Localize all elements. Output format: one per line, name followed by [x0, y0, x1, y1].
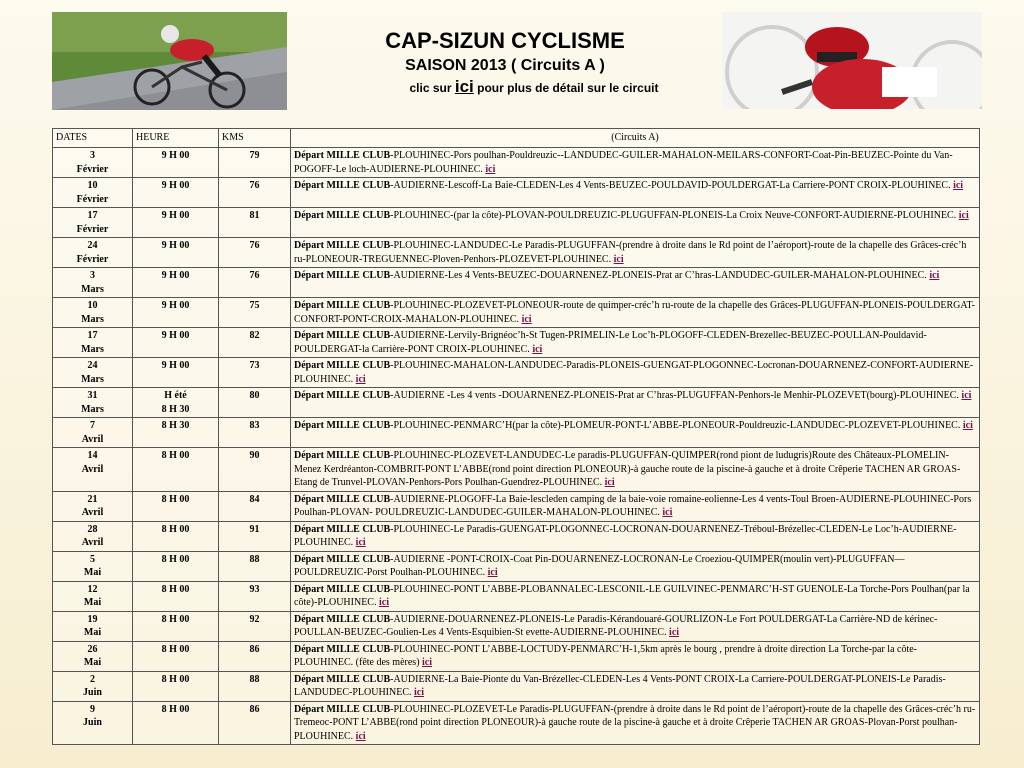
date-day: 10: [87, 300, 98, 311]
ici-link[interactable]: ici: [669, 627, 680, 638]
date-day: 2: [90, 673, 95, 685]
heure-cell: [133, 178, 219, 208]
date-cell: [53, 671, 133, 701]
heure-value: H été: [164, 390, 187, 401]
date-month: Juin: [83, 687, 102, 698]
route-text: -AUDIERNE-Lescoff-La Baie-CLEDEN-Les 4 Vents-BEUZEC-POULDAVID-POULDERGAT-La Carriere-PONT CROIX-PLOUHINEC.: [390, 180, 951, 191]
heure-cell: [133, 208, 219, 238]
heure-cell: [133, 388, 219, 418]
ici-link[interactable]: ici: [487, 567, 498, 578]
route-text: -AUDIERNE-Les 4 Vents-BEUZEC-DOUARNENEZ-PLONEIS-Prat ar C’hras-LANDUDEC-GUILER-MAHALON-PLOUHINEC.: [390, 270, 927, 281]
route-cell: [291, 208, 980, 238]
depart-label: Départ MILLE CLUB: [294, 270, 391, 281]
date-month: Mars: [81, 403, 104, 415]
ici-link[interactable]: ici: [613, 253, 624, 265]
heure-value: 8 H 00: [161, 643, 190, 655]
date-cell: [53, 551, 133, 581]
table-row: [53, 418, 980, 448]
date-month: Mars: [81, 343, 104, 355]
table-row: [53, 388, 980, 418]
col-header-heure: HEURE: [133, 129, 219, 148]
heure-value: 9 H 00: [161, 270, 190, 281]
page-header: [300, 28, 710, 97]
page-title: CAP-SIZUN CYCLISME: [385, 28, 625, 53]
depart-label: Départ MILLE CLUB: [294, 673, 391, 685]
heure-value: 8 H 00: [161, 673, 190, 685]
ici-link[interactable]: ici: [422, 657, 433, 668]
kms-cell: 80: [219, 388, 291, 418]
route-text: -PLOUHINEC-MAHALON-LANDUDEC-Paradis-PLONEIS-GUENGAT-PLOGONNEC-Locronan-DOUARNENEZ-CONFORT-AUDIERNE-PLOUHINEC.: [294, 360, 974, 385]
heure-value: 8 H 00: [161, 583, 190, 595]
heure-value: 8 H 00: [161, 493, 190, 505]
date-month: Mai: [83, 567, 102, 578]
kms-cell: 75: [219, 298, 291, 328]
depart-label: Départ MILLE CLUB: [294, 390, 391, 401]
ici-link[interactable]: ici: [662, 507, 673, 518]
date-day: 12: [87, 583, 98, 595]
date-month: Avril: [81, 463, 104, 475]
date-day: 24: [87, 240, 98, 251]
heure-cell: [133, 551, 219, 581]
heure-cell: [133, 611, 219, 641]
ici-link[interactable]: ici: [929, 270, 940, 281]
heure-cell: [133, 448, 219, 492]
date-month: Mars: [81, 283, 104, 295]
depart-label: Départ MILLE CLUB: [294, 420, 391, 431]
depart-label: Départ MILLE CLUB: [294, 523, 391, 535]
heure-cell: [133, 238, 219, 268]
ici-link[interactable]: ici: [355, 537, 366, 548]
date-month: Mars: [81, 313, 104, 325]
route-text: -AUDIERNE-PLOGOFF-La Baie-lescleden camping de la baie-voie romaine-eolienne-Les 4 vents-Toul Broen-AUDIERNE-PLOUHINEC-Pors Poulhan-PLOVAN- POULDREUZIC-LANDUDEC-GUILER-MAHALON-PLOUHINEC.: [294, 493, 972, 518]
ici-link[interactable]: ici: [961, 390, 972, 401]
date-month: Mai: [83, 627, 102, 638]
heure-cell: [133, 671, 219, 701]
heure-value-2: 8 H 30: [161, 403, 190, 415]
heure-value: 8 H 00: [161, 703, 190, 715]
table-row: [53, 641, 980, 671]
route-text: -PLOUHINEC-PONT L’ABBE-PLOBANNALEC-LESCONIL-LE GUILVINEC-PENMARC’H-ST GUENOLE-La Torche-Pors Poulhan(par la côte)-PLOUHINEC.: [294, 583, 970, 608]
table-row: [53, 491, 980, 521]
route-cell: [291, 178, 980, 208]
kms-cell: 92: [219, 611, 291, 641]
heure-cell: [133, 581, 219, 611]
table-row: [53, 238, 980, 268]
date-cell: [53, 448, 133, 492]
ici-link[interactable]: ici: [355, 373, 366, 385]
route-cell: [291, 298, 980, 328]
date-cell: [53, 388, 133, 418]
date-month: Mai: [83, 597, 102, 608]
detail-link-line: [300, 78, 710, 97]
table-row: [53, 358, 980, 388]
table-row: [53, 551, 980, 581]
heure-value: 8 H 00: [161, 523, 190, 535]
heure-cell: [133, 701, 219, 745]
route-text: -AUDIERNE-La Baie-Pionte du Van-Brézellec-CLEDEN-Les 4 Vents-PONT CROIX-La Carriere-POULDERGAT-PLONEIS-Le Paradis-LANDUDEC-PLOUHINEC.: [294, 673, 946, 698]
route-text: -PLOUHINEC-Pors poulhan-Pouldreuzic--LANDUDEC-GUILER-MAHALON-MEILARS-CONFORT-Coat-Pin-BEUZEC-Pointe du Van-POGOFF-Le loch-AUDIERNE-PLOUHINEC.: [294, 150, 953, 175]
date-day: 3: [90, 270, 95, 281]
heure-value: 9 H 00: [161, 360, 190, 371]
kms-cell: 76: [219, 178, 291, 208]
heure-value: 9 H 00: [161, 180, 190, 191]
route-cell: [291, 418, 980, 448]
date-cell: [53, 208, 133, 238]
kms-cell: 86: [219, 701, 291, 745]
table-header-row: [53, 129, 980, 148]
date-day: 28: [87, 523, 98, 535]
ici-link[interactable]: ici: [521, 313, 532, 325]
date-day: 24: [87, 360, 98, 371]
table-row: [53, 148, 980, 178]
date-day: 10: [87, 180, 98, 191]
date-day: 26: [87, 643, 98, 655]
route-text: -PLOUHINEC-PLOZEVET-PLONEOUR-route de quimper-créc’h ru-route de la chapelle des Grâces-PLUGUFFAN-PLONEIS-POULDERGAT-CONFORT-PONT-CROIX-MAHALON-PLOUHINEC.: [294, 300, 975, 325]
date-month: Février: [76, 193, 109, 205]
route-text: -AUDIERNE -Les 4 vents -DOUARNENEZ-PLONEIS-Prat ar C’hras-PLUGUFFAN-Penhors-le Menhir-PLOZEVET(bourg)-PLOUHINEC.: [390, 390, 959, 401]
ici-link[interactable]: ici: [485, 163, 496, 175]
route-cell: [291, 521, 980, 551]
route-cell: [291, 148, 980, 178]
date-day: 3: [90, 150, 95, 161]
table-row: [53, 581, 980, 611]
table-row: [53, 328, 980, 358]
date-day: 14: [87, 450, 98, 461]
date-cell: [53, 491, 133, 521]
date-month: Février: [76, 223, 109, 235]
depart-label: Départ MILLE CLUB: [294, 210, 391, 221]
season-subtitle: SAISON 2013 ( Circuits A ): [405, 57, 605, 74]
route-text: -PLOUHINEC-PENMARC’H(par la côte)-PLOMEUR-PONT-L’ABBE-PLONEOUR-Pouldreuzic-LANDUDEC-PLOZEVET-PLOUHINEC.: [390, 420, 961, 431]
depart-label: Départ MILLE CLUB: [294, 493, 391, 505]
kms-cell: 88: [219, 671, 291, 701]
heure-cell: [133, 641, 219, 671]
heure-cell: [133, 358, 219, 388]
kms-cell: 91: [219, 521, 291, 551]
table-row: [53, 268, 980, 298]
route-text: -AUDIERNE-DOUARNENEZ-PLONEIS-Le Paradis-Kérandouaré-GOURLIZON-Le Fort POULDERGAT-La Carrière-ND de kérinec-POULLAN-BEUZEC-Goulien-Les 4 Vents-Esquibien-St evette-AUDIERNE-PLOUHINEC.: [294, 613, 938, 638]
depart-label: Départ MILLE CLUB: [294, 613, 391, 625]
route-cell: [291, 641, 980, 671]
date-cell: [53, 328, 133, 358]
heure-cell: [133, 328, 219, 358]
route-text: -PLOUHINEC-LANDUDEC-Le Paradis-PLUGUFFAN-(prendre à droite dans le Rd point de l’aéroport)-route de la chapelle des Grâces-créc’h ru-PLONEOUR-TREGUENNEC-Ploven-Penhors-PLOZEVET-PLOUHINEC.: [294, 240, 967, 265]
route-cell: [291, 268, 980, 298]
depart-label: Départ MILLE CLUB: [294, 300, 391, 311]
route-cell: [291, 238, 980, 268]
table-row: [53, 611, 980, 641]
kms-cell: 86: [219, 641, 291, 671]
heure-value: 9 H 00: [161, 240, 190, 251]
date-month: Juin: [83, 717, 102, 728]
depart-label: Départ MILLE CLUB: [294, 583, 391, 595]
route-cell: [291, 491, 980, 521]
ici-link[interactable]: ici: [532, 343, 543, 355]
ici-link[interactable]: ici: [414, 687, 424, 698]
date-month: Avril: [81, 537, 104, 548]
date-day: 9: [90, 703, 95, 715]
date-month: Mai: [83, 657, 102, 668]
route-cell: [291, 701, 980, 745]
route-text: -PLOUHINEC-Le Paradis-GUENGAT-PLOGONNEC-LOCRONAN-DOUARNENEZ-Tréboul-Brézellec-CLEDEN-Le Loc’h-AUDIERNE-PLOUHINEC.: [294, 523, 957, 548]
date-day: 21: [87, 493, 98, 505]
ici-link[interactable]: ici: [604, 477, 615, 488]
route-text: -PLOUHINEC-PLOZEVET-Le Paradis-PLUGUFFAN-(prendre à droite dans le Rd point de l’aéroport)-route de la chapelle des Grâces-créc’h ru-Tremeoc-PONT L’ABBE(rond point direction PLONEOUR)-à gauche route de la piscine-à gauche et à droite Crêperie TACHEN AR GROAS-Plovan-Porst poulhan-PLOUHINEC.: [294, 703, 976, 742]
date-month: Février: [76, 163, 109, 175]
heure-value: 9 H 00: [161, 300, 190, 311]
route-cell: [291, 671, 980, 701]
date-month: Avril: [81, 433, 104, 445]
route-cell: [291, 388, 980, 418]
date-day: 7: [90, 420, 95, 431]
link-prefix: clic sur: [409, 81, 452, 95]
date-cell: [53, 418, 133, 448]
kms-cell: 81: [219, 208, 291, 238]
depart-label: Départ MILLE CLUB: [294, 643, 391, 655]
route-cell: [291, 328, 980, 358]
route-cell: [291, 581, 980, 611]
heure-cell: [133, 418, 219, 448]
heure-value: 9 H 00: [161, 150, 190, 161]
table-row: [53, 298, 980, 328]
date-cell: [53, 148, 133, 178]
col-header-dates: DATES: [53, 129, 133, 148]
kms-cell: 93: [219, 581, 291, 611]
route-cell: [291, 611, 980, 641]
kms-cell: 88: [219, 551, 291, 581]
depart-label: Départ MILLE CLUB: [294, 150, 391, 161]
kms-cell: 79: [219, 148, 291, 178]
depart-label: Départ MILLE CLUB: [294, 180, 391, 191]
link-suffix: pour plus de détail sur le circuit: [477, 81, 659, 95]
heure-value: 8 H 00: [161, 450, 190, 461]
date-month: Avril: [81, 507, 104, 518]
date-day: 17: [87, 330, 98, 341]
route-cell: [291, 448, 980, 492]
kms-cell: 76: [219, 238, 291, 268]
date-day: 19: [87, 613, 98, 625]
col-header-circuits: (Circuits A): [291, 129, 980, 148]
date-cell: [53, 701, 133, 745]
date-month: Février: [76, 253, 109, 265]
heure-value: 9 H 00: [161, 330, 190, 341]
date-cell: [53, 358, 133, 388]
heure-value: 9 H 00: [161, 210, 190, 221]
date-cell: [53, 268, 133, 298]
kms-cell: 82: [219, 328, 291, 358]
depart-label: Départ MILLE CLUB: [294, 330, 391, 341]
ici-link[interactable]: ici: [958, 210, 969, 221]
detail-link[interactable]: ici: [454, 77, 474, 96]
date-day: 17: [87, 210, 98, 221]
kms-cell: 84: [219, 491, 291, 521]
cyclist-photo-left: [52, 12, 287, 110]
table-row: [53, 448, 980, 492]
ici-link[interactable]: ici: [962, 420, 973, 431]
route-text: -AUDIERNE -PONT-CROIX-Coat Pin-DOUARNENEZ-LOCRONAN-Le Croeziou-QUIMPER(moulin vert)-PLUGUFFAN—POULDREUZIC-Porst Poulhan-PLOUHINEC.: [294, 553, 905, 578]
date-day: 5: [90, 553, 95, 565]
ici-link[interactable]: ici: [953, 180, 964, 191]
depart-label: Départ MILLE CLUB: [294, 703, 391, 715]
table-row: [53, 521, 980, 551]
date-cell: [53, 611, 133, 641]
table-row: [53, 178, 980, 208]
heure-value: 8 H 00: [161, 553, 190, 565]
date-day: 31: [87, 390, 98, 401]
date-cell: [53, 238, 133, 268]
kms-cell: 83: [219, 418, 291, 448]
cyclist-photo-right: [722, 12, 982, 109]
date-cell: [53, 298, 133, 328]
heure-cell: [133, 491, 219, 521]
heure-cell: [133, 298, 219, 328]
date-month: Mars: [81, 373, 104, 385]
date-cell: [53, 581, 133, 611]
route-text: -AUDIERNE-Lervily-Brignéoc’h-St Tugen-PRIMELIN-Le Loc’h-PLOGOFF-CLEDEN-Brezellec-BEUZEC-POULLAN-Pouldavid-POULDERGAT-la Carrière-PONT CROIX-PLOUHINEC.: [294, 330, 927, 355]
heure-cell: [133, 521, 219, 551]
depart-label: Départ MILLE CLUB: [294, 553, 391, 565]
depart-label: Départ MILLE CLUB: [294, 240, 391, 251]
route-cell: [291, 551, 980, 581]
date-cell: [53, 178, 133, 208]
kms-cell: 90: [219, 448, 291, 492]
date-cell: [53, 641, 133, 671]
route-text: -PLOUHINEC-PLOZEVET-LANDUDEC-Le paradis-PLUGUFFAN-QUIMPER(rond piont de ludugris)Route des Châteaux-PLOMELIN-Menez Kerdréanton-COMBRIT-PONT L’ABBE(rond point direction PLONEOUR)-à gauche route de la piscine-à gauche et à droite Crêperie TACHEN AR GROAS- Etang de Trunvel-PLOVAN-Penhors-Pors Poulhan-Guendrez-PLOUHINEC.: [294, 450, 961, 488]
table-row: [53, 671, 980, 701]
ici-link[interactable]: ici: [355, 730, 366, 742]
heure-cell: [133, 148, 219, 178]
ici-link[interactable]: ici: [378, 597, 389, 608]
heure-value: 8 H 00: [161, 613, 190, 625]
kms-cell: 73: [219, 358, 291, 388]
route-text: -PLOUHINEC-(par la côte)-PLOVAN-POULDREUZIC-PLUGUFFAN-PLONEIS-La Croix Neuve-CONFORT-AUDIERNE-PLOUHINEC.: [390, 210, 957, 221]
table-row: [53, 208, 980, 238]
table-row: [53, 701, 980, 745]
heure-cell: [133, 268, 219, 298]
circuits-table: [52, 128, 980, 745]
heure-value: 8 H 30: [161, 420, 190, 431]
kms-cell: 76: [219, 268, 291, 298]
route-text: -PLOUHINEC-PONT L’ABBE-LOCTUDY-PENMARC’H-1,5km après le bourg , prendre à droite direction La Torche-par la côte-PLOUHINEC. (fête des mères): [294, 643, 917, 668]
depart-label: Départ MILLE CLUB: [294, 360, 391, 371]
date-cell: [53, 521, 133, 551]
depart-label: Départ MILLE CLUB: [294, 450, 391, 461]
route-cell: [291, 358, 980, 388]
col-header-kms: KMS: [219, 129, 291, 148]
